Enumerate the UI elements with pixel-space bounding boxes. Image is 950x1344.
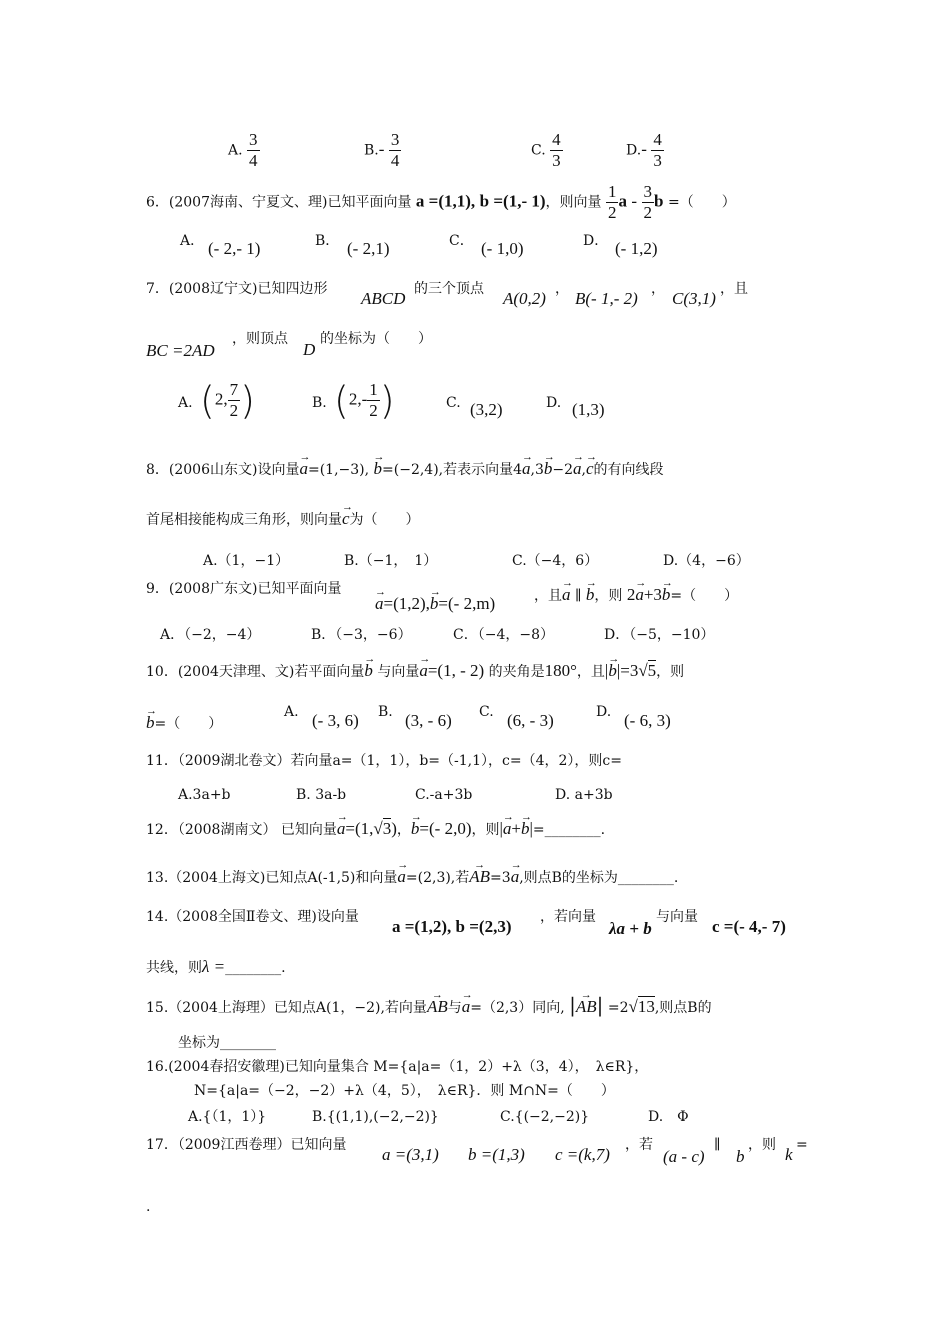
q7-option-a: (2, $\frac{7}{2}$ )	[200, 378, 255, 423]
q5-c-fraction: $\frac{4}{3}$	[552, 130, 561, 170]
q16-option-d: D. Φ	[648, 1109, 689, 1125]
q11-option-b: B. 3a-b	[296, 787, 347, 803]
q16-option-a: A.{（1，1）}	[188, 1109, 267, 1125]
q17-vec-b: b =(1,3)	[468, 1145, 525, 1164]
q11-option-a: A.3a+b	[178, 787, 231, 803]
q8-vec-a-3: → a	[573, 454, 582, 478]
q17-k: k	[785, 1145, 793, 1164]
q8-vec-c: → c	[586, 454, 594, 478]
q15-vec-ab-2: → AB	[576, 992, 597, 1016]
q12-vec-a: → a	[337, 814, 346, 838]
q10-vec-b: → b	[364, 656, 373, 680]
q9-vectors: → a=(1,2),→ b=(- 2,m)	[375, 589, 495, 613]
q9-stem: 9．(2008广东文)已知平面向量	[146, 581, 342, 597]
q9-vec-a: → a	[375, 589, 384, 613]
q7-point-b: B(- 1,- 2)	[575, 289, 638, 308]
q5-a-fraction: $\frac{3}{4}$	[249, 130, 258, 170]
q7-option-b-label: B.	[312, 395, 327, 411]
q12-vec-a-2: → a	[503, 814, 512, 838]
q13-vec-a-2: → a	[511, 862, 520, 886]
q6-stem: 6．(2007海南、宁夏文、理)已知平面向量 a =(1,1), b =(1,- 1)，则向量 $\frac{1}{2}$ a - $\frac{3}{2}$ b =（ ）	[146, 182, 736, 222]
q8-line2: 首尾相接能构成三角形，则向量→ c为（ ）	[146, 504, 420, 529]
q7-ask: 的坐标为（ ）	[320, 331, 432, 347]
q5-option-b: B.- $\frac{3}{4}$	[364, 130, 400, 170]
q7-b-fraction: $\frac{1}{2}$	[369, 380, 378, 420]
q15-stem: 15.（2004上海理）已知点A(1，−2),若向量→ AB与→ a=（2,3）同向, |→ AB| =2√13,则点B的	[146, 992, 712, 1017]
q8-option-d: D.（4，−6）	[663, 553, 750, 569]
q17-eq: =	[796, 1137, 808, 1153]
q9-vec-b-3: → b	[662, 580, 671, 604]
q10-option-d-label: D.	[596, 704, 612, 720]
q7-stem: 7．(2008辽宁文)已知四边形	[146, 281, 328, 297]
q17-then: ，则	[748, 1137, 776, 1153]
q7-option-d-value: (1,3)	[572, 400, 605, 419]
q11-option-d: D. a+3b	[555, 787, 613, 803]
q13-stem: 13.（2004上海文)已知点A(-1,5)和向量→ a=(2,3),若→ AB=3→ a,则点B的坐标为________.	[146, 862, 678, 887]
q10-vec-b-3: → b	[146, 708, 155, 732]
q8-vec-a-2: → a	[522, 454, 531, 478]
q17-vec-a: a =(3,1)	[382, 1145, 439, 1164]
q17-stem: 17．（2009江西卷理）已知向量	[146, 1137, 347, 1153]
q10-option-c-value: (6, - 3)	[507, 711, 554, 730]
q8-option-b: B.（−1， 1）	[344, 553, 438, 569]
q13-vec-ab: → AB	[469, 862, 490, 886]
q5-option-d: D.- $\frac{4}{3}$	[626, 130, 662, 170]
q14-expr: λa + b	[609, 919, 652, 938]
q7-a-fraction: $\frac{7}{2}$	[229, 380, 239, 420]
q9-vec-b: → b	[430, 589, 439, 613]
q17-text: ，若	[625, 1137, 653, 1153]
q5-b-fraction: $\frac{3}{4}$	[390, 130, 400, 170]
q17-b: b	[736, 1147, 745, 1166]
q16-option-c: C.{(−2,−2)}	[500, 1109, 590, 1125]
q6-option-a: A．	[180, 233, 205, 249]
q12-vec-b: → b	[411, 814, 420, 838]
q9-option-c: C．（−4，−8）	[453, 627, 554, 643]
q6-option-c-value: (- 1,0)	[481, 239, 524, 258]
q12-vec-b-2: → b	[521, 814, 530, 838]
q9-vec-a-3: → a	[635, 580, 644, 604]
q11-stem: 11．（2009湖北卷文）若向量a=（1，1），b=（-1,1），c=（4，2），则c=	[146, 753, 622, 769]
q10-option-a-label: A.	[284, 704, 299, 720]
q16-line2: N={a|a=（−2，−2）+λ（4，5）， λ∈R}．则 M∩N=（ ）	[194, 1083, 615, 1099]
q6-half-fraction: $\frac{1}{2}$	[607, 182, 617, 222]
q5-d-fraction: $\frac{4}{3}$	[653, 130, 662, 170]
q7-condition: BC =2AD	[146, 341, 215, 360]
q6-option-b: B．	[315, 233, 340, 249]
q7-comma-2: ，	[651, 281, 665, 297]
q9-option-d: D．（−5，−10）	[604, 627, 715, 643]
q9-option-b: B．（−3，−6）	[311, 627, 412, 643]
q9-vec-a-2: → a	[562, 580, 571, 604]
q7-option-c-value: (3,2)	[470, 400, 503, 419]
q10-option-c-label: C.	[479, 704, 494, 720]
q17-expr: (a - c)	[663, 1147, 705, 1166]
q8-vec-b: → b	[374, 454, 383, 478]
q9-condition: ，且→ a ∥ → b，则 2→ a+3→ b=（ ）	[534, 580, 738, 605]
q17-parallel: ∥	[714, 1137, 721, 1153]
q10-vec-b-2: → b	[608, 656, 617, 680]
q6-option-d-value: (- 1,2)	[615, 239, 658, 258]
q8-vec-b-2: → b	[544, 454, 553, 478]
q7-tail: ，且	[720, 281, 748, 297]
q9-vec-b-2: → b	[586, 580, 595, 604]
q7-option-d-label: D.	[546, 395, 562, 411]
q17-line2: .	[146, 1199, 151, 1215]
q16-option-b: B.{(1,1),(−2,−2)}	[312, 1109, 439, 1125]
q14-vector-c: c =(- 4,- 7)	[712, 917, 786, 936]
q8-vec-c-2: → c	[342, 504, 350, 528]
q15-vec-a: → a	[462, 992, 471, 1016]
q6-option-a-value: (- 2,- 1)	[208, 239, 261, 258]
q10-vec-a: → a	[419, 656, 428, 680]
q13-vec-a: → a	[397, 862, 406, 886]
q11-option-c: C.-a+3b	[415, 787, 473, 803]
q6-option-c: C．	[449, 233, 474, 249]
q10-line2: → b=（ ）	[146, 708, 222, 733]
q7-vertices-text: 的三个顶点	[414, 281, 484, 297]
q10-option-d-value: (- 6, 3)	[624, 711, 671, 730]
q14-text: ，若向量	[540, 909, 596, 925]
q7-option-a-label: A.	[178, 395, 193, 411]
q7-quad: ABCD	[361, 289, 406, 308]
q9-option-a: A．（−2，−4）	[160, 627, 261, 643]
q14-vectors: a =(1,2), b =(2,3)	[392, 917, 512, 936]
q6-option-d: D．	[583, 233, 609, 249]
q8-stem: 8．(2006山东文)设向量→ a=(1,−3), → b=(−2,4),若表示向量4→ a,3→ b−2→ a,→ c的有向线段	[146, 454, 664, 479]
q8-option-c: C.（−4，6）	[512, 553, 599, 569]
q10-option-a-value: (- 3, 6)	[312, 711, 359, 730]
q7-comma-1: ，	[555, 281, 569, 297]
q5-option-a: A. $\frac{3}{4}$	[228, 130, 258, 170]
q10-stem: 10．(2004天津理、文)若平面向量→ b 与向量→ a=(1, - 2) 的夹角是180°，且|→ b|=3√5，则	[146, 656, 684, 681]
q15-vec-ab: → AB	[427, 992, 448, 1016]
q10-option-b-value: (3, - 6)	[405, 711, 452, 730]
q14-stem: 14.（2008全国Ⅱ卷文、理)设向量	[146, 909, 359, 925]
q7-vertex-text: ，则顶点	[232, 331, 288, 347]
q8-vec-a: → a	[299, 454, 308, 478]
q7-point-d: D	[303, 340, 316, 359]
q6-option-b-value: (- 2,1)	[347, 239, 390, 258]
q7-point-c: C(3,1)	[672, 289, 716, 308]
q17-vec-c: c =(k,7)	[555, 1145, 610, 1164]
q7-option-c-label: C.	[446, 395, 461, 411]
q7-point-a: A(0,2)	[503, 289, 546, 308]
q14-line2: 共线，则λ =________.	[146, 957, 286, 976]
q7-option-b: (2,- $\frac{1}{2}$ )	[334, 378, 395, 423]
q5-option-c: C. $\frac{4}{3}$	[531, 130, 561, 170]
q12-stem: 12．（2008湖南文） 已知向量→ a=(1,√3)，→ b=(- 2,0)，则|→ a+→ b|=________.	[146, 814, 605, 839]
q6-three-halves-fraction: $\frac{3}{2}$	[643, 182, 653, 222]
q15-line2: 坐标为________	[178, 1035, 276, 1051]
q8-option-a: A.（1，−1）	[203, 553, 290, 569]
q10-option-b-label: B.	[378, 704, 393, 720]
q14-text-2: 与向量	[656, 909, 698, 925]
q16-line1: 16.(2004春招安徽理)已知向量集合 M={a|a=（1，2）+λ（3，4）， λ∈R}，	[146, 1059, 649, 1075]
